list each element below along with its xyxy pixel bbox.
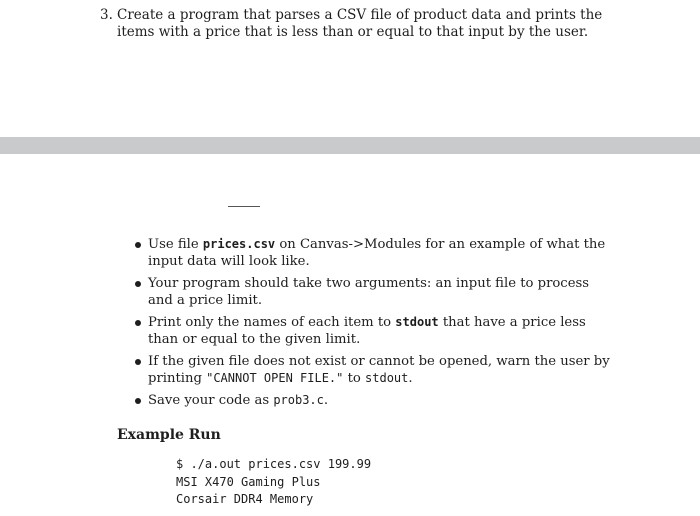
code-line: $ ./a.out prices.csv 199.99 <box>176 457 372 471</box>
bullet-text: Use file <box>148 237 203 252</box>
bullet-text: If the given file does not exist or cannot be opened, warn the user by printing <box>148 354 610 386</box>
requirements-list <box>118 236 618 414</box>
bullet-text: Your program should take two arguments: an input file to process and a price limit. <box>148 276 590 308</box>
bullet-text: Save your code as <box>148 393 274 408</box>
problem-number: 3. <box>100 7 113 23</box>
short-horizontal-rule <box>228 206 260 207</box>
example-code-block <box>176 456 371 509</box>
inline-code: prob3.c <box>273 393 324 407</box>
bullet-text: on Canvas->Modules for an example of what the input data will look like. <box>148 237 606 269</box>
bullet-dot-icon <box>135 320 141 326</box>
list-item <box>118 275 618 309</box>
example-run-heading: Example Run <box>117 427 221 443</box>
bullet-text: Print only the names of each item to <box>148 315 396 330</box>
bullet-dot-icon <box>135 398 141 404</box>
problem-text: Create a program that parses a CSV file of product data and prints the items with a price that is less than or equal to that input by the user. <box>117 7 603 40</box>
bullet-text: that have a price less than or equal to the given limit. <box>148 315 586 347</box>
list-item <box>118 236 618 270</box>
inline-code: stdout <box>395 315 439 329</box>
list-item <box>118 392 618 409</box>
inline-code: prices.csv <box>202 237 276 251</box>
bullet-text: . <box>323 393 329 408</box>
list-item <box>118 314 618 348</box>
bullet-text: . <box>408 371 413 386</box>
bullet-dot-icon <box>135 359 141 365</box>
problem-statement <box>100 7 630 41</box>
inline-code: "CANNOT OPEN FILE." <box>206 371 344 385</box>
bullet-text: to <box>343 371 366 386</box>
list-item <box>118 353 618 387</box>
code-line: Corsair DDR4 Memory <box>176 492 314 506</box>
inline-code: stdout <box>365 371 409 385</box>
section-divider-band <box>0 137 700 154</box>
code-line: MSI X470 Gaming Plus <box>176 474 321 489</box>
bullet-dot-icon <box>135 281 141 287</box>
bullet-dot-icon <box>135 242 141 248</box>
